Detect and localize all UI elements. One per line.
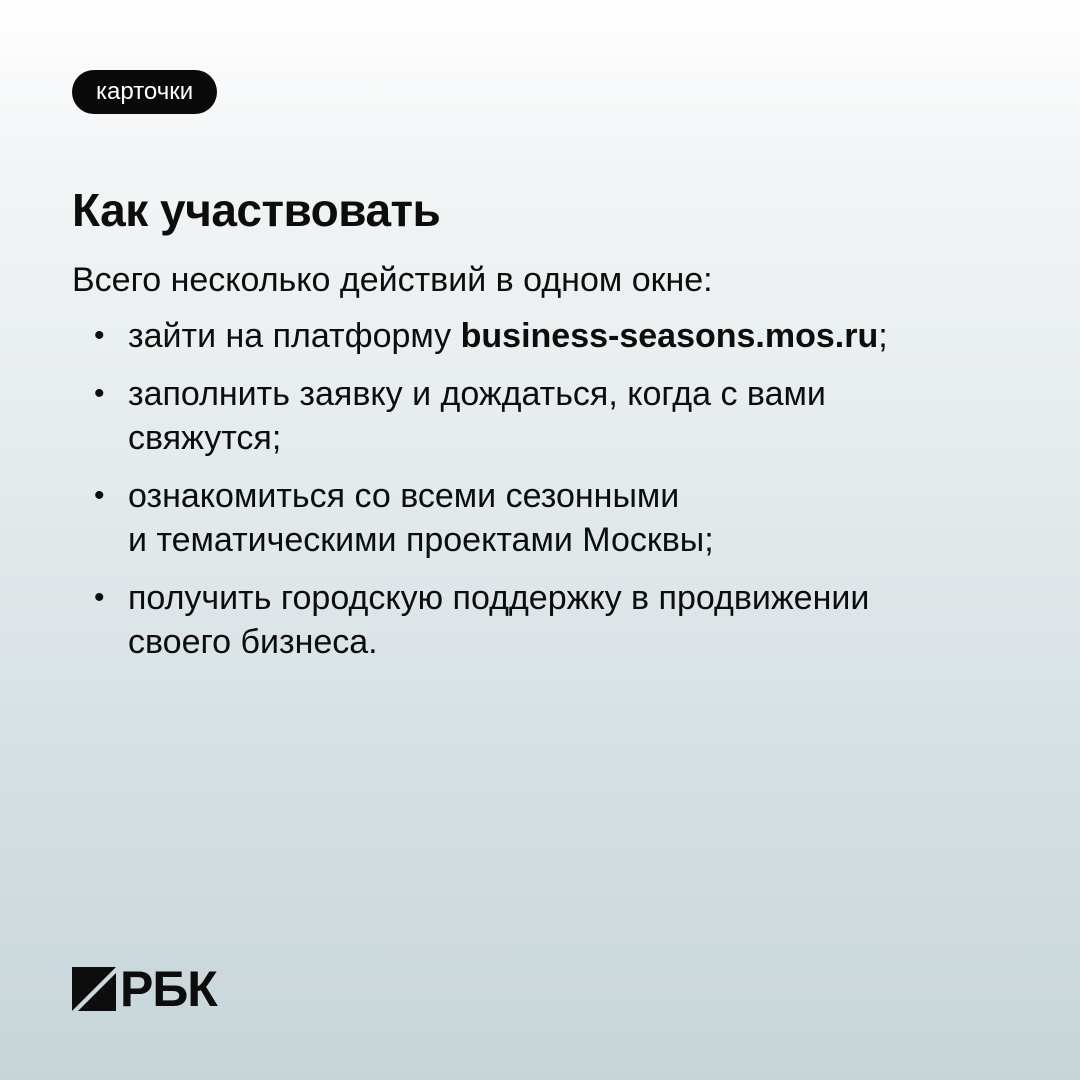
rbc-logo-icon: [72, 967, 116, 1011]
intro-text: Всего несколько действий в одном окне:: [72, 261, 713, 299]
rbc-logo: [72, 961, 217, 1017]
bullet-icon: •: [94, 581, 105, 614]
page-title: Как участвовать: [72, 184, 441, 236]
steps-list: [72, 314, 1012, 678]
platform-link[interactable]: business-seasons.mos.ru: [460, 317, 879, 355]
list-item: [72, 576, 1012, 664]
category-tag: карточки: [72, 70, 217, 114]
bullet-icon: •: [94, 479, 105, 512]
step-text-line: своего бизнеса.: [128, 623, 378, 661]
step-text-line: получить городскую поддержку в продвижении: [128, 579, 870, 617]
bullet-icon: •: [94, 319, 105, 352]
step-text: зайти на платформу: [128, 317, 461, 355]
rbc-logo-text: РБК: [120, 961, 217, 1017]
bullet-icon: •: [94, 377, 105, 410]
list-item: [72, 314, 1012, 358]
list-item: [72, 474, 1012, 562]
step-punctuation: ;: [878, 317, 888, 355]
step-text-line: ознакомиться со всеми сезонными: [128, 477, 680, 515]
step-text-line: свяжутся;: [128, 419, 282, 457]
step-text-line: и тематическими проектами Москвы;: [128, 521, 714, 559]
step-text-line: заполнить заявку и дождаться, когда с вами: [128, 375, 826, 413]
list-item: [72, 372, 1012, 460]
